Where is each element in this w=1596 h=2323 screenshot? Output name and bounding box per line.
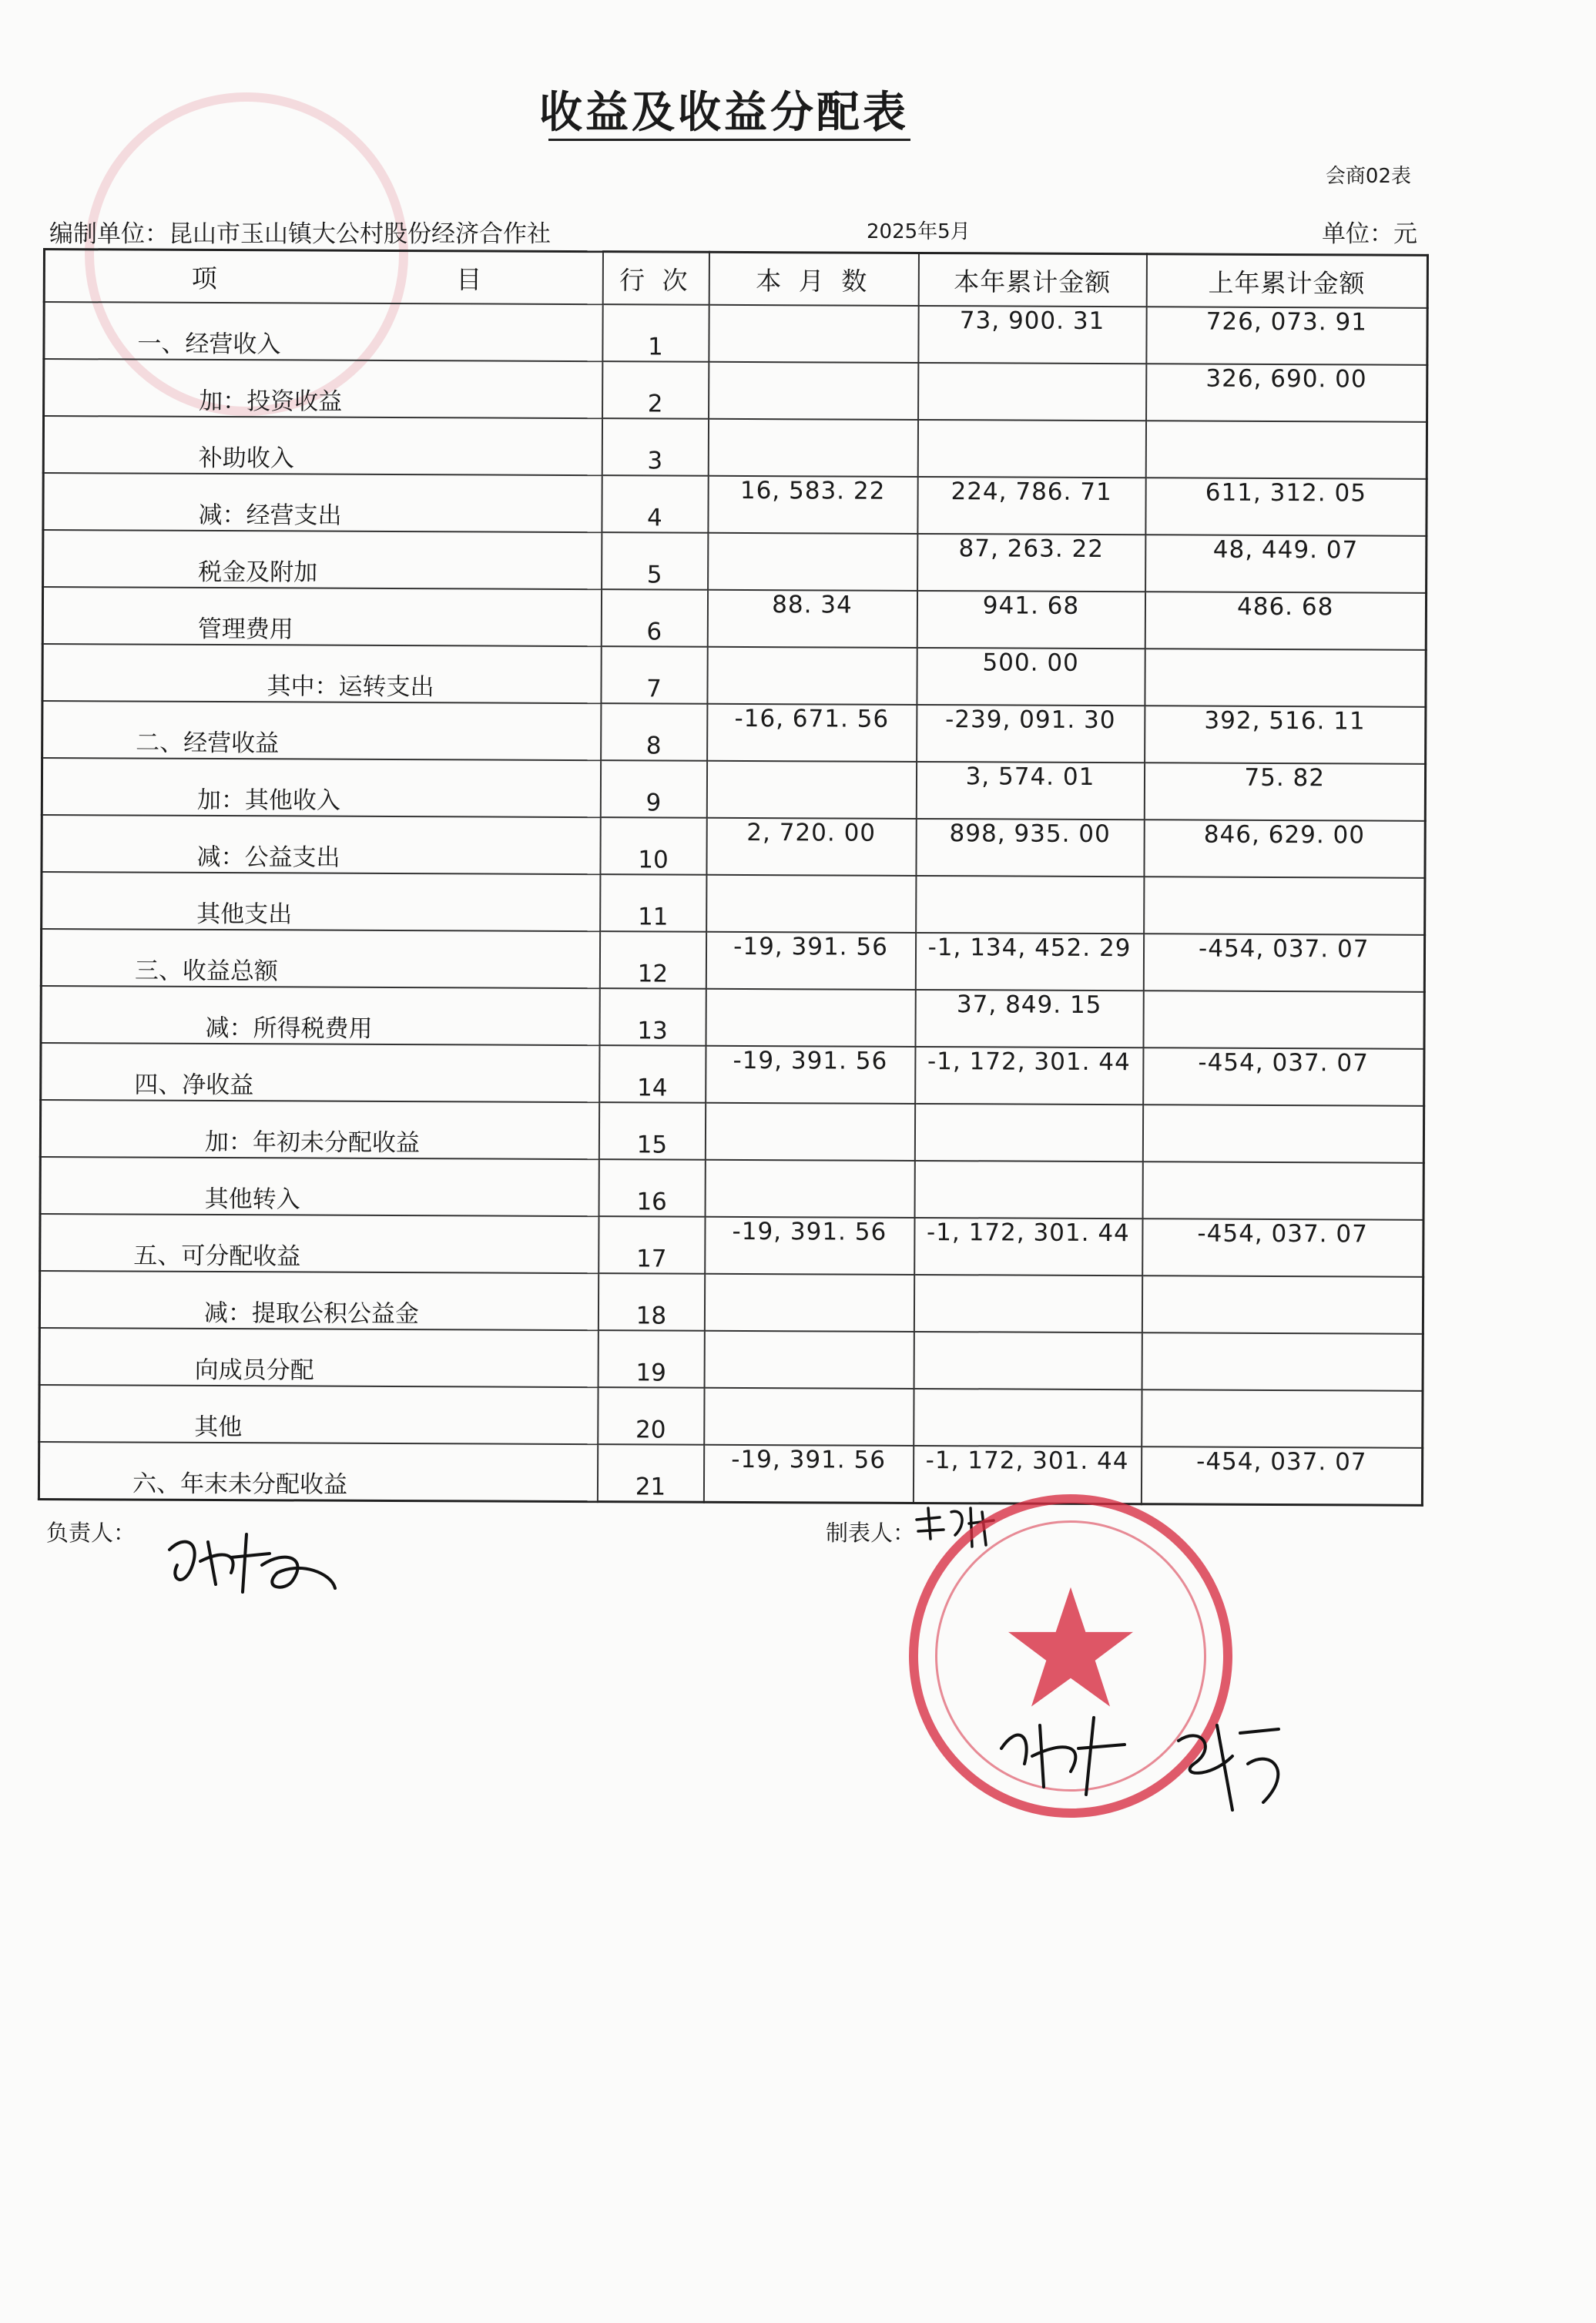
row-ytd-value <box>914 1389 1142 1446</box>
row-line-number: 12 <box>599 931 706 989</box>
row-prev-year-value <box>1144 877 1425 935</box>
row-line-number: 5 <box>602 532 708 590</box>
row-item: 加：其他收入 <box>42 758 600 817</box>
row-item: 三、收益总额 <box>41 929 599 988</box>
row-month-value <box>708 533 917 591</box>
unit-label: 单位：元 <box>1322 220 1417 248</box>
row-prev-year-value <box>1142 1389 1423 1448</box>
row-month-value: -19, 391. 56 <box>706 1046 915 1104</box>
row-item: 减：公益支出 <box>42 815 600 874</box>
row-prev-year-value: 326, 690. 00 <box>1146 364 1427 422</box>
income-distribution-table <box>38 248 1429 1507</box>
table-row <box>44 302 1427 365</box>
header-line: 行 次 <box>602 252 709 305</box>
overlay-signatures <box>986 1702 1309 1825</box>
row-item: 补助收入 <box>43 416 602 475</box>
row-ytd-value: -1, 172, 301. 44 <box>913 1446 1141 1504</box>
row-item: 管理费用 <box>42 587 601 646</box>
row-item: 其中：运转支出 <box>42 644 601 703</box>
table-row <box>40 1157 1423 1220</box>
row-line-number: 3 <box>602 418 708 476</box>
table-row <box>42 758 1425 821</box>
row-month-value <box>705 1160 914 1218</box>
header-month: 本 月 数 <box>709 252 918 306</box>
table-row <box>42 644 1426 707</box>
row-ytd-value: -1, 172, 301. 44 <box>915 1047 1143 1105</box>
row-prev-year-value: 75. 82 <box>1144 763 1425 821</box>
row-line-number: 16 <box>598 1159 705 1217</box>
row-month-value <box>707 647 917 705</box>
row-month-value <box>704 1274 914 1332</box>
row-line-number: 18 <box>598 1273 704 1331</box>
row-item: 一、经营收入 <box>44 302 602 361</box>
row-item: 减：经营支出 <box>43 473 602 532</box>
row-month-value <box>709 362 918 420</box>
row-month-value: 88. 34 <box>707 590 917 648</box>
row-month-value <box>706 875 916 933</box>
row-line-number: 7 <box>601 646 707 704</box>
row-line-number: 9 <box>600 760 706 818</box>
row-prev-year-value: 846, 629. 00 <box>1144 820 1425 878</box>
row-line-number: 4 <box>602 475 708 533</box>
row-month-value: -16, 671. 56 <box>707 704 917 762</box>
row-item: 四、净收益 <box>41 1043 599 1102</box>
row-prev-year-value <box>1142 1105 1423 1163</box>
row-line-number: 17 <box>598 1216 705 1274</box>
row-line-number: 10 <box>600 817 706 875</box>
table-row <box>40 1214 1423 1277</box>
row-line-number: 6 <box>601 589 707 647</box>
table-row <box>39 1328 1423 1391</box>
table-row <box>39 1442 1422 1505</box>
table-row <box>41 1043 1424 1106</box>
table-row <box>42 872 1425 935</box>
preparer-label: 制表人： <box>826 1520 916 1546</box>
seal-star-icon <box>1003 1581 1138 1716</box>
title-underline <box>548 139 910 141</box>
header-item-b: 目 <box>456 263 487 295</box>
row-prev-year-value <box>1143 991 1424 1049</box>
table-row <box>43 473 1427 536</box>
row-item: 减：提取公积公益金 <box>39 1271 598 1330</box>
row-month-value <box>706 989 915 1047</box>
row-ytd-value: 87, 263. 22 <box>917 534 1145 592</box>
table-row <box>42 701 1426 764</box>
row-ytd-value <box>917 420 1145 478</box>
row-month-value: -19, 391. 56 <box>705 1217 914 1275</box>
row-month-value <box>704 1388 914 1446</box>
row-prev-year-value: 392, 516. 11 <box>1145 706 1426 764</box>
header-item-a: 项 <box>191 263 222 293</box>
row-ytd-value <box>914 1161 1142 1218</box>
row-prev-year-value: -454, 037. 07 <box>1141 1446 1422 1505</box>
org-name: 昆山市玉山镇大公村股份经济合作社 <box>169 220 551 248</box>
table-row <box>41 929 1424 992</box>
row-ytd-value: 3, 574. 01 <box>916 762 1144 820</box>
row-ytd-value: 941. 68 <box>917 591 1145 649</box>
table-row <box>43 416 1427 479</box>
row-month-value <box>704 1331 914 1389</box>
row-ytd-value <box>914 1104 1142 1162</box>
row-month-value <box>705 1103 914 1161</box>
table-row <box>42 815 1425 878</box>
row-prev-year-value: 48, 449. 07 <box>1145 535 1427 593</box>
row-line-number: 1 <box>602 304 709 362</box>
org-label: 编制单位： <box>49 220 169 248</box>
row-ytd-value <box>914 1332 1142 1389</box>
table-row <box>39 1271 1423 1334</box>
row-line-number: 20 <box>598 1387 704 1445</box>
row-ytd-value <box>918 363 1146 421</box>
row-item: 加：年初未分配收益 <box>40 1100 598 1159</box>
table-header-row <box>44 250 1427 308</box>
row-prev-year-value: -454, 037. 07 <box>1142 1218 1423 1277</box>
row-item: 其他转入 <box>40 1157 598 1216</box>
row-prev-year-value: 611, 312. 05 <box>1145 478 1427 536</box>
row-prev-year-value: -454, 037. 07 <box>1143 1048 1424 1106</box>
row-item: 税金及附加 <box>43 530 602 589</box>
header-meta <box>46 214 1417 248</box>
row-month-value <box>709 305 918 363</box>
row-item: 其他支出 <box>42 872 600 931</box>
row-line-number: 15 <box>598 1102 705 1160</box>
document-title: 收益及收益分配表 <box>539 87 909 138</box>
form-code: 会商02表 <box>1325 165 1411 188</box>
row-item: 加：投资收益 <box>44 359 602 418</box>
row-prev-year-value <box>1142 1275 1423 1334</box>
row-ytd-value: -1, 134, 452. 29 <box>915 933 1143 991</box>
row-line-number: 11 <box>600 874 706 932</box>
table-row <box>39 1385 1423 1448</box>
table-row <box>41 986 1424 1049</box>
row-month-value <box>706 761 916 819</box>
row-prev-year-value <box>1145 421 1427 479</box>
header-item <box>44 250 602 305</box>
row-line-number: 19 <box>598 1330 704 1388</box>
row-ytd-value <box>916 876 1144 934</box>
row-month-value: -19, 391. 56 <box>703 1445 913 1503</box>
row-prev-year-value: -454, 037. 07 <box>1143 934 1424 992</box>
row-item: 减：所得税费用 <box>41 986 599 1045</box>
row-line-number: 2 <box>602 361 709 419</box>
row-prev-year-value <box>1142 1162 1423 1220</box>
header-prev: 上年累计金额 <box>1146 254 1427 308</box>
row-month-value: 2, 720. 00 <box>706 818 916 876</box>
row-month-value: -19, 391. 56 <box>706 932 915 990</box>
row-ytd-value: -239, 091. 30 <box>917 705 1145 763</box>
row-ytd-value: 73, 900. 31 <box>918 306 1146 364</box>
table-row <box>40 1100 1423 1163</box>
row-ytd-value: -1, 172, 301. 44 <box>914 1218 1142 1275</box>
header-ytd: 本年累计金额 <box>918 253 1146 307</box>
row-ytd-value: 224, 786. 71 <box>917 477 1145 535</box>
row-ytd-value: 898, 935. 00 <box>916 819 1144 877</box>
row-line-number: 21 <box>597 1444 703 1502</box>
row-line-number: 8 <box>601 703 707 761</box>
row-ytd-value: 37, 849. 15 <box>915 990 1143 1048</box>
table-row <box>44 359 1427 422</box>
row-prev-year-value: 726, 073. 91 <box>1146 307 1427 365</box>
row-prev-year-value <box>1142 1332 1423 1391</box>
report-period: 2025年5月 <box>867 220 971 243</box>
row-ytd-value <box>914 1275 1142 1332</box>
organization <box>49 214 551 249</box>
table-row <box>43 530 1427 593</box>
row-month-value: 16, 583. 22 <box>708 476 917 534</box>
row-item: 六、年末未分配收益 <box>39 1442 597 1502</box>
responsible-signature <box>154 1519 354 1604</box>
row-item: 五、可分配收益 <box>40 1214 598 1273</box>
row-item: 向成员分配 <box>39 1328 598 1387</box>
row-line-number: 13 <box>599 988 706 1046</box>
row-prev-year-value: 486. 68 <box>1145 592 1426 650</box>
row-ytd-value: 500. 00 <box>917 648 1145 706</box>
responsible-label: 负责人： <box>46 1520 136 1546</box>
row-item: 二、经营收益 <box>42 701 601 760</box>
row-line-number: 14 <box>599 1045 706 1103</box>
row-prev-year-value <box>1145 649 1426 707</box>
row-item: 其他 <box>39 1385 598 1444</box>
row-month-value <box>708 419 917 477</box>
table-row <box>42 587 1426 650</box>
